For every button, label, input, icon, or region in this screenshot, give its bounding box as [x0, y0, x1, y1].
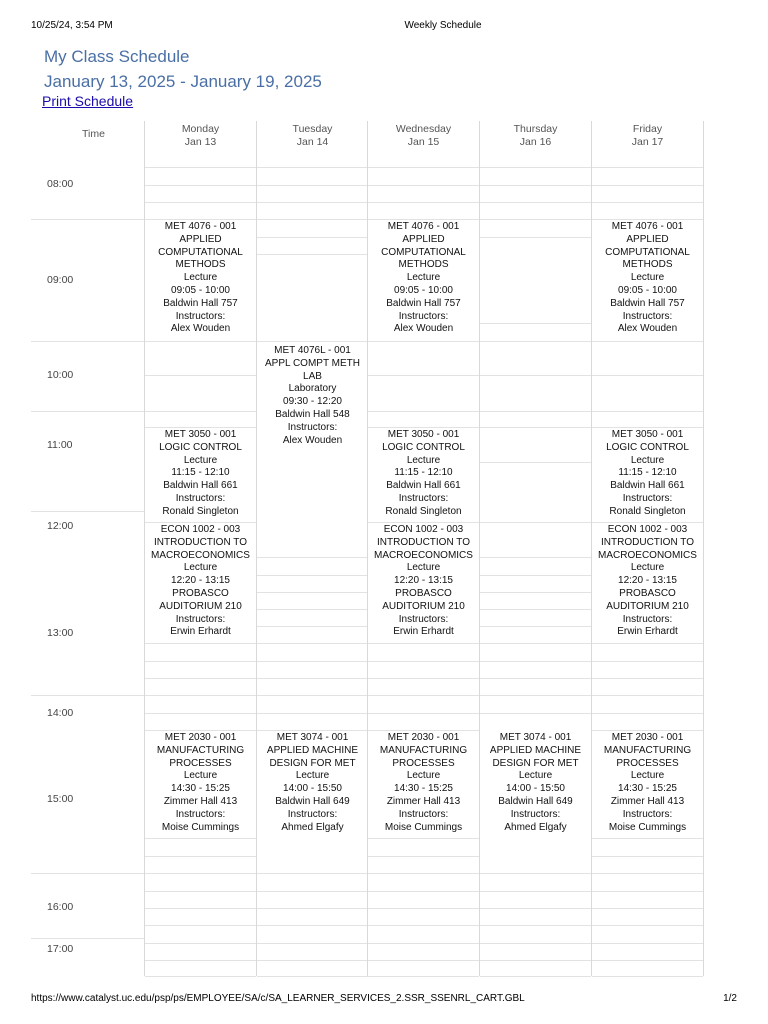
course-title: MANUFACTURING PROCESSES: [156, 744, 245, 769]
class-location: Baldwin Hall 661: [610, 480, 685, 492]
class-location: Zimmer Hall 413: [386, 795, 461, 807]
class-type: Lecture: [630, 272, 665, 284]
course-code: MET 4076 - 001: [164, 221, 237, 232]
class-time: 09:30 - 12:20: [283, 396, 342, 408]
class-block-econ1002[interactable]: [145, 524, 256, 639]
course-code: MET 3050 - 001: [387, 429, 460, 440]
class-block-met3050[interactable]: [592, 429, 703, 519]
instructors-label: Instructors:: [398, 492, 449, 504]
course-title: INTRODUCTION TO MACROECONOMICS: [598, 536, 697, 561]
course-title: MANUFACTURING PROCESSES: [379, 744, 468, 769]
print-page-title: Weekly Schedule: [404, 20, 482, 31]
class-type: Lecture: [183, 272, 218, 284]
instructor-name: Ahmed Elgafy: [281, 821, 344, 833]
course-code: MET 2030 - 001: [611, 732, 684, 743]
class-time: 14:30 - 15:25: [171, 783, 230, 795]
class-time: 14:30 - 15:25: [618, 783, 677, 795]
class-location: Baldwin Hall 757: [163, 297, 238, 309]
class-time: 09:05 - 10:00: [618, 284, 677, 296]
instructors-label: Instructors:: [175, 613, 226, 625]
class-time: 11:15 - 12:10: [618, 467, 677, 479]
course-title: MANUFACTURING PROCESSES: [603, 744, 692, 769]
time-label: 10:00: [47, 369, 74, 381]
course-code: MET 3050 - 001: [611, 429, 684, 440]
class-block-met4076[interactable]: [145, 221, 256, 336]
course-code: MET 3074 - 001: [499, 732, 572, 743]
course-code: ECON 1002 - 003: [607, 524, 688, 535]
day-column-tuesday: [256, 121, 368, 976]
date-range: January 13, 2025 - January 19, 2025: [44, 72, 322, 91]
day-column-thursday: [479, 121, 591, 976]
course-title: APPLIED MACHINE DESIGN FOR MET: [266, 744, 359, 769]
class-time: 11:15 - 12:10: [394, 467, 453, 479]
time-label: 08:00: [47, 178, 74, 190]
class-time: 14:00 - 15:50: [506, 783, 565, 795]
class-type: Lecture: [518, 770, 553, 782]
instructors-label: Instructors:: [622, 808, 673, 820]
day-column-friday: [591, 121, 704, 976]
time-column: [31, 121, 144, 976]
day-date: Jan 17: [631, 136, 664, 148]
class-block-met2030[interactable]: [368, 732, 479, 834]
class-location: Baldwin Hall 649: [498, 795, 573, 807]
instructor-name: Alex Wouden: [393, 323, 454, 335]
instructors-label: Instructors:: [398, 310, 449, 322]
class-block-met4076[interactable]: [368, 221, 479, 336]
instructor-name: Ahmed Elgafy: [504, 821, 567, 833]
class-type: Lecture: [406, 770, 441, 782]
course-title: APPL COMPT METH LAB: [264, 357, 360, 382]
class-location: Zimmer Hall 413: [610, 795, 685, 807]
time-header: Time: [82, 128, 105, 140]
instructors-label: Instructors:: [398, 808, 449, 820]
print-date: 10/25/24, 3:54 PM: [31, 20, 113, 31]
instructor-name: Ronald Singleton: [162, 505, 239, 517]
print-page-number: 1/2: [723, 993, 737, 1004]
class-type: Lecture: [630, 770, 665, 782]
instructors-label: Instructors:: [622, 310, 673, 322]
class-time: 12:20 - 13:15: [394, 575, 453, 587]
class-block-met2030[interactable]: [145, 732, 256, 834]
class-time: 12:20 - 13:15: [618, 575, 677, 587]
day-date: Jan 14: [296, 136, 329, 148]
class-location: Baldwin Hall 661: [163, 480, 238, 492]
class-time: 14:00 - 15:50: [283, 783, 342, 795]
class-type: Lecture: [406, 454, 441, 466]
time-label: 17:00: [47, 943, 74, 955]
course-title: INTRODUCTION TO MACROECONOMICS: [151, 536, 250, 561]
time-label: 14:00: [47, 707, 74, 719]
instructor-name: Alex Wouden: [170, 323, 231, 335]
course-code: MET 4076 - 001: [611, 221, 684, 232]
course-title: INTRODUCTION TO MACROECONOMICS: [374, 536, 473, 561]
instructor-name: Alex Wouden: [282, 434, 343, 446]
print-schedule-link[interactable]: Print Schedule: [42, 93, 134, 109]
class-block-met3074[interactable]: [257, 732, 368, 834]
class-type: Lecture: [630, 562, 665, 574]
class-time: 09:05 - 10:00: [394, 284, 453, 296]
instructor-name: Alex Wouden: [617, 323, 678, 335]
instructors-label: Instructors:: [398, 613, 449, 625]
course-code: ECON 1002 - 003: [160, 524, 241, 535]
class-block-econ1002[interactable]: [592, 524, 703, 639]
class-type: Laboratory: [288, 383, 337, 395]
time-label: 16:00: [47, 901, 74, 913]
schedule-grid: [31, 121, 703, 976]
course-title: APPLIED COMPUTATIONAL METHODS: [381, 233, 466, 271]
day-date: Jan 16: [519, 136, 552, 148]
class-type: Lecture: [183, 562, 218, 574]
course-title: LOGIC CONTROL: [606, 441, 689, 453]
course-title: APPLIED MACHINE DESIGN FOR MET: [489, 744, 582, 769]
instructors-label: Instructors:: [510, 808, 561, 820]
class-type: Lecture: [406, 562, 441, 574]
class-location: PROBASCO AUDITORIUM 210: [606, 587, 689, 612]
course-code: MET 2030 - 001: [387, 732, 460, 743]
instructor-name: Erwin Erhardt: [393, 626, 454, 638]
class-block-econ1002[interactable]: [368, 524, 479, 639]
day-name: Wednesday: [395, 123, 452, 135]
course-title: LOGIC CONTROL: [159, 441, 242, 453]
day-column-monday: [144, 121, 256, 976]
class-block-met2030[interactable]: [592, 732, 703, 834]
course-code: MET 4076 - 001: [387, 221, 460, 232]
class-time: 11:15 - 12:10: [171, 467, 230, 479]
class-time: 14:30 - 15:25: [394, 783, 453, 795]
class-time: 09:05 - 10:00: [171, 284, 230, 296]
class-location: Baldwin Hall 757: [386, 297, 461, 309]
day-column-wednesday: [367, 121, 479, 976]
course-code: ECON 1002 - 003: [383, 524, 464, 535]
print-footer-url: https://www.catalyst.uc.edu/psp/ps/EMPLOYEE/SA/c/SA_LEARNER_SERVICES_2.SSR_SSENRL_CART.GBL: [31, 993, 525, 1004]
time-label: 15:00: [47, 793, 74, 805]
instructors-label: Instructors:: [287, 808, 338, 820]
class-type: Lecture: [630, 454, 665, 466]
class-type: Lecture: [183, 454, 218, 466]
instructors-label: Instructors:: [622, 492, 673, 504]
course-title: LOGIC CONTROL: [382, 441, 465, 453]
instructor-name: Moise Cummings: [161, 821, 240, 833]
page-title: My Class Schedule: [44, 47, 190, 66]
class-block-met3050[interactable]: [368, 429, 479, 519]
class-location: Baldwin Hall 757: [610, 297, 685, 309]
day-name: Friday: [632, 123, 663, 135]
course-title: APPLIED COMPUTATIONAL METHODS: [158, 233, 243, 271]
class-location: Baldwin Hall 661: [386, 480, 461, 492]
class-block-met4076l[interactable]: [257, 345, 368, 447]
class-location: PROBASCO AUDITORIUM 210: [382, 587, 465, 612]
time-label: 12:00: [47, 520, 74, 532]
class-block-met3050[interactable]: [145, 429, 256, 519]
day-name: Tuesday: [292, 123, 333, 135]
class-time: 12:20 - 13:15: [171, 575, 230, 587]
instructor-name: Erwin Erhardt: [617, 626, 678, 638]
time-label: 13:00: [47, 627, 74, 639]
class-type: Lecture: [295, 770, 330, 782]
instructors-label: Instructors:: [622, 613, 673, 625]
class-block-met4076[interactable]: [592, 221, 703, 336]
instructor-name: Moise Cummings: [384, 821, 463, 833]
class-type: Lecture: [406, 272, 441, 284]
course-code: MET 4076L - 001: [274, 345, 351, 356]
class-location: Zimmer Hall 413: [163, 795, 238, 807]
course-title: APPLIED COMPUTATIONAL METHODS: [605, 233, 690, 271]
course-code: MET 3074 - 001: [276, 732, 349, 743]
day-date: Jan 13: [184, 136, 217, 148]
instructor-name: Moise Cummings: [608, 821, 687, 833]
instructors-label: Instructors:: [175, 492, 226, 504]
instructor-name: Ronald Singleton: [385, 505, 462, 517]
day-date: Jan 15: [407, 136, 440, 148]
class-location: Baldwin Hall 649: [275, 795, 350, 807]
class-location: Baldwin Hall 548: [275, 408, 350, 420]
instructors-label: Instructors:: [175, 808, 226, 820]
class-location: PROBASCO AUDITORIUM 210: [159, 587, 242, 612]
instructors-label: Instructors:: [175, 310, 226, 322]
class-block-met3074[interactable]: [480, 732, 591, 834]
instructor-name: Erwin Erhardt: [170, 626, 231, 638]
course-code: MET 2030 - 001: [164, 732, 237, 743]
day-name: Monday: [181, 123, 220, 135]
time-label: 11:00: [47, 439, 73, 451]
day-name: Thursday: [513, 123, 558, 135]
instructors-label: Instructors:: [287, 421, 338, 433]
time-label: 09:00: [47, 274, 74, 286]
course-code: MET 3050 - 001: [164, 429, 237, 440]
instructor-name: Ronald Singleton: [609, 505, 686, 517]
class-type: Lecture: [183, 770, 218, 782]
